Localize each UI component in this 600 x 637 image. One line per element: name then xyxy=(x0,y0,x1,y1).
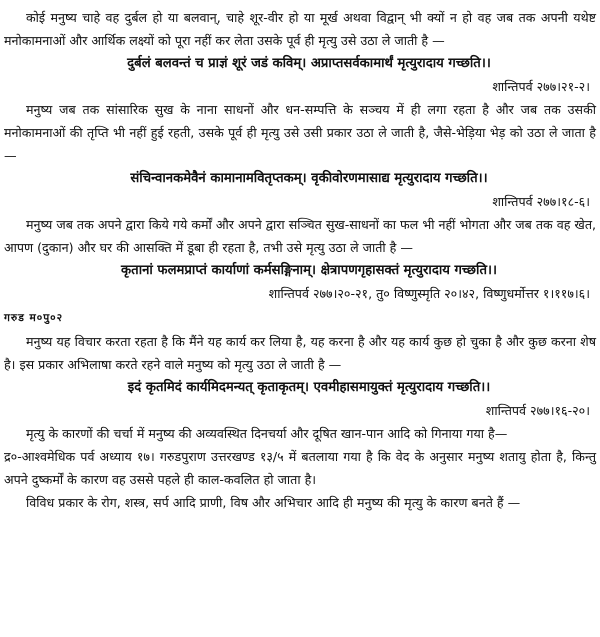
verse-3: कृतानां फलमप्राप्तं कार्याणां कर्मसङ्गिनाम्। क्षेत्रापणगृहासक्तं मृत्युरादाय गच्छति।। xyxy=(121,263,497,278)
paragraph-5: मृत्यु के कारणों की चर्चा में मनुष्य की अव्यवस्थित दिनचर्या और दूषित खान-पान आदि को गिनाया गया है— xyxy=(26,426,508,441)
verse-2: संचिन्वानकमेवैनं कामानामवितृप्तकम्। वृकीवोरणमासाद्य मृत्युरादाय गच्छति।। xyxy=(130,171,488,186)
reference-1: शान्तिपर्व २७७।२१-२। xyxy=(492,79,590,94)
verse-4: इदं कृतमिदं कार्यमिदमन्यत् कृताकृतम्। एवमीहासमायुक्तं मृत्युरादाय गच्छति।। xyxy=(127,380,491,395)
paragraph-3: मनुष्य जब तक अपने द्वारा किये गये कर्मों और अपने द्वारा सञ्चित सुख-साधनों का फल भी नहीं भोगता और जब तक वह खेत, आपण (दुकान) और घर की आसक्ति में डूबा ही रहता है, तभी उसे मृत्यु उठा ले जाती है — xyxy=(4,217,596,255)
running-head: गरुड म०पु०२ xyxy=(4,312,64,324)
paragraph-2: मनुष्य जब तक सांसारिक सुख के नाना साधनों और धन-सम्पत्ति के सञ्चय में ही लगा रहता है और जब तक उसकी मनोकामनाओं की तृप्ति भी नहीं हुई रहती, उसके पूर्व ही मृत्यु उसे उसी प्रकार उठा ले जाती है, जैसे-भेड़िया भेड़ को उठा ले जाता है— xyxy=(4,102,596,163)
footnote: द्र०-आश्वमेधिक पर्व अध्याय १७। गरुडपुराण उत्तरखण्ड १३/५ में बतलाया गया है कि वेद के अनुसार मनुष्य शतायु होता है, किन्तु अपने दुष्कर्मों के कारण वह उससे पहले ही काल-कवलित हो जाता है। xyxy=(4,449,596,487)
paragraph-1: कोई मनुष्य चाहे वह दुर्बल हो या बलवान्, चाहे शूर-वीर हो या मूर्ख अथवा विद्वान् भी क्यों न हो वह जब तक अपनी यथेष्ट मनोकामनाओं और आर्थिक लक्ष्यों को पूरा नहीं कर लेता उसके पूर्व ही मृत्यु उसे उठा ले जाती है — xyxy=(4,10,596,48)
reference-4: शान्तिपर्व २७७।१६-२०। xyxy=(485,403,590,418)
reference-2: शान्तिपर्व २७७।१८-६। xyxy=(492,194,590,209)
paragraph-6: विविध प्रकार के रोग, शस्त्र, सर्प आदि प्राणी, विष और अभिचार आदि ही मनुष्य की मृत्यु के कारण बनते हैं — xyxy=(26,495,521,510)
reference-3: शान्तिपर्व २७७।२०-२१, तु० विष्णुस्मृति २०।४२, विष्णुधर्मोत्तर १।११७।६। xyxy=(268,286,590,301)
verse-1: दुर्बलं बलवन्तं च प्राज्ञं शूरं जडं कविम्। अप्राप्तसर्वकामार्थं मृत्युरादाय गच्छति।। xyxy=(127,56,491,71)
paragraph-4: मनुष्य यह विचार करता रहता है कि मैंने यह कार्य कर लिया है, यह करना है और यह कार्य कुछ हो चुका है और कुछ करना शेष है। इस प्रकार अभिलाषा करते रहने वाले मनुष्य को मृत्यु उठा ले जाती है — xyxy=(4,334,596,372)
